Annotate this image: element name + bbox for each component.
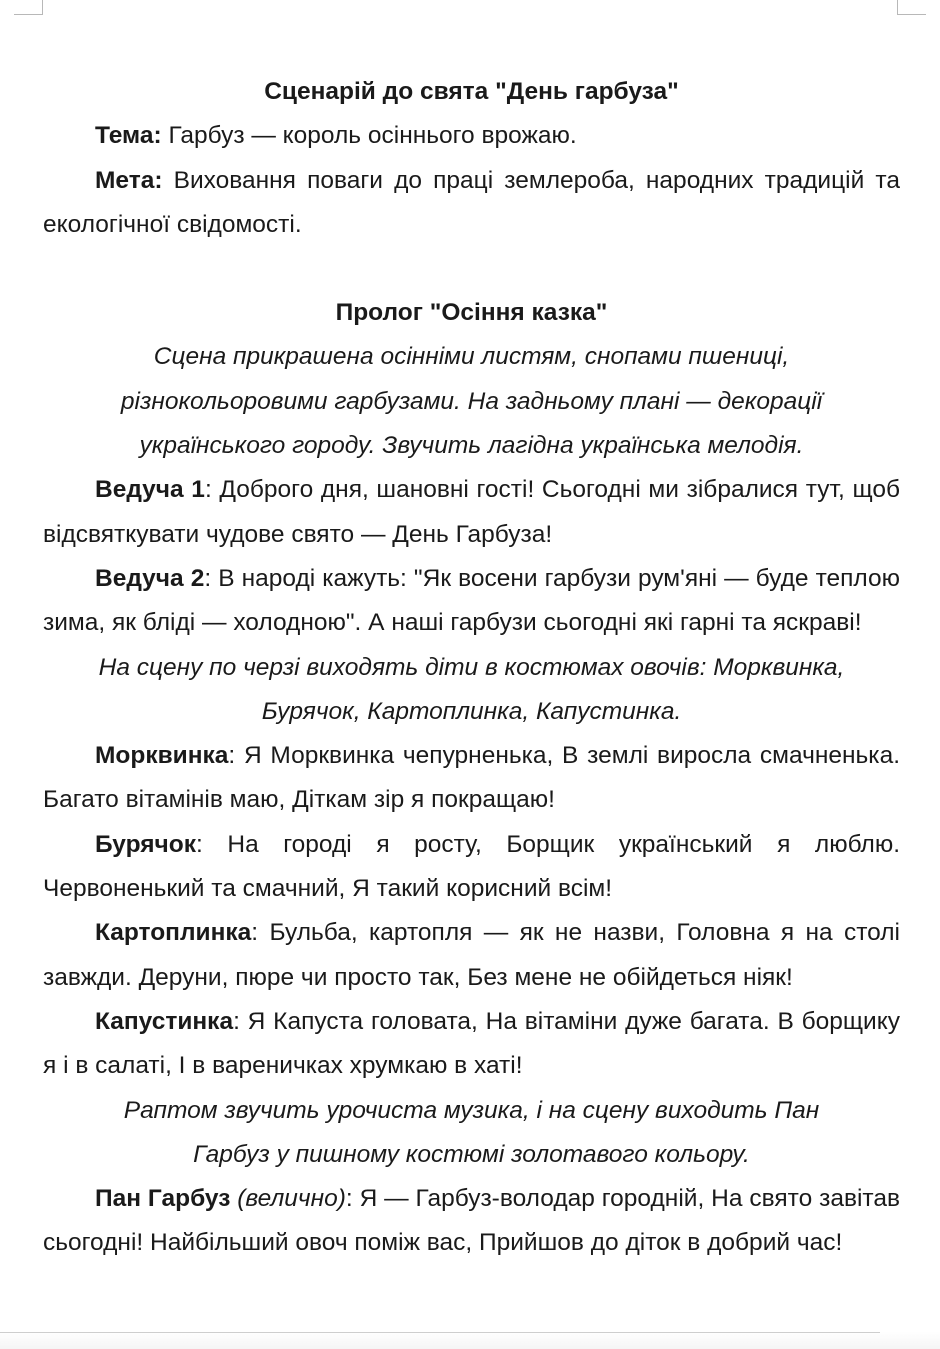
theme-label: Тема:: [95, 122, 162, 150]
speaker-name: Ведуча 1: [95, 476, 205, 504]
dialogue-text: : Я Морквинка чепурненька, В землі виросла смачненька. Багато вітамінів маю, Діткам зір я покращаю!: [43, 742, 900, 814]
dialogue-line: [43, 911, 900, 1000]
theme-paragraph: [43, 114, 900, 158]
speaker-name: Ведуча 2: [95, 564, 205, 592]
stage-direction: На сцену по черзі виходять діти в костюмах овочів: Морквинка, Бурячок, Картоплинка, Капустинка.: [98, 653, 845, 725]
document-page: [43, 70, 900, 1266]
theme-text: Гарбуз — король осіннього врожаю.: [161, 122, 577, 150]
dialogue-line: [43, 734, 900, 823]
dialogue-text: : В народі кажуть: "Як восени гарбузи рум'яні — буде теплою зима, як бліді — холодною". А наші гарбузи сьогодні які гарні та яскраві!: [43, 564, 900, 637]
speaker-name: Пан Гарбуз: [95, 1185, 231, 1213]
goal-label: Мета:: [95, 166, 163, 194]
stage-note: (величнo): [237, 1185, 346, 1213]
dialogue-text: : Я — Гарбуз-володар городній, На свято завітав сьогодні! Найбільший овоч поміж вас, Прийшов до діток в добрий час!: [43, 1185, 900, 1257]
prologue-title: Пролог "Осіння казка": [335, 299, 608, 327]
stage-direction: Раптом звучить урочиста музика, і на сцену виходить Пан Гарбуз у пишному костюмі золотавого кольору.: [123, 1096, 820, 1168]
dialogue-text: : Я Капуста головата, На вітаміни дуже багата. В борщику я і в салаті, І в вареничках хрумкаю в хаті!: [43, 1007, 900, 1080]
goal-text: Виховання поваги до праці землероба, народних традицій та екологічної свідомості.: [43, 166, 900, 238]
dialogue-line: [43, 1000, 900, 1089]
dialogue-line: [43, 1177, 900, 1266]
dialogue-text: : На городі я росту, Борщик український я люблю. Червоненький та смачний, Я такий корисний всім!: [43, 830, 900, 903]
document-title: Сценарій до свята "День гарбуза": [264, 78, 679, 105]
speaker-name: Морквинка: [95, 742, 229, 770]
speaker-name: Бурячок: [95, 830, 196, 858]
dialogue-line: [43, 468, 900, 557]
speaker-name: Капустинка: [95, 1007, 234, 1035]
dialogue-line: [43, 557, 900, 646]
speaker-name: Картоплинка: [95, 919, 252, 947]
dialogue-line: [43, 823, 900, 912]
dialogue-text: : Бульба, картопля — як не назви, Головна я на столі завжди. Деруни, пюре чи просто так, Без мене не обійдеться ніяк!: [43, 919, 900, 991]
page-corner-mark-right: [897, 0, 926, 15]
page-corner-mark-left: [14, 0, 43, 15]
stage-direction: Сцена прикрашена осінніми листям, снопами пшениці, різнокольоровими гарбузами. На задньому плані — декорації українського городу. Звучить лагідна українська мелодія.: [120, 343, 823, 460]
dialogue-text: : Доброго дня, шановні гості! Сьогодні ми зібралися тут, щоб відсвяткувати чудове свято — День Гарбуза!: [43, 476, 900, 548]
page-bottom-shadow: [0, 1331, 940, 1349]
goal-paragraph: [43, 159, 900, 248]
